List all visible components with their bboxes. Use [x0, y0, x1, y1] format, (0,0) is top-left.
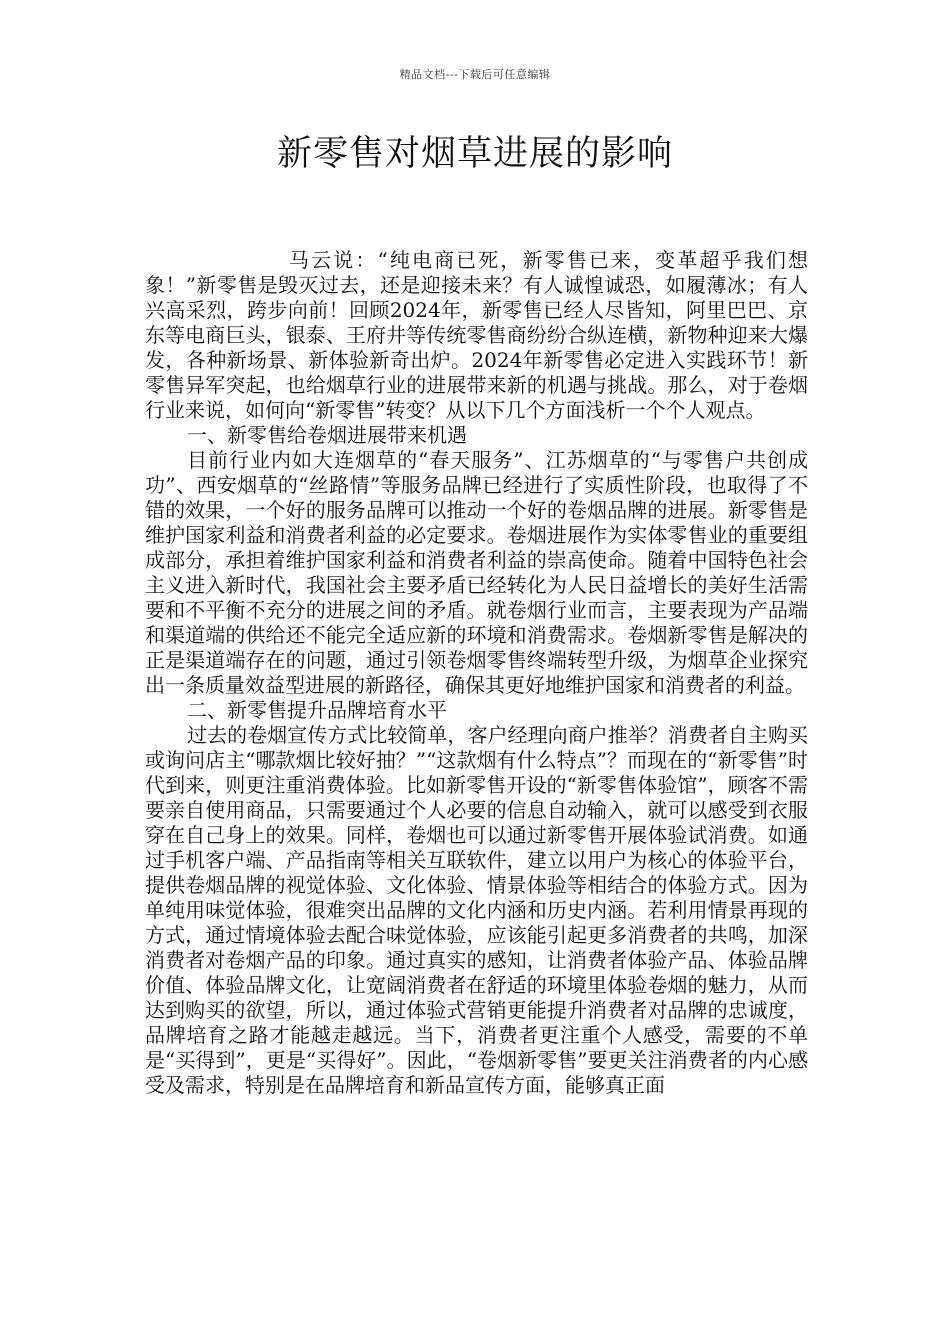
- document-body: [145, 248, 808, 1098]
- header-note: 精品文档---下载后可任意编辑: [399, 68, 551, 81]
- document-title: 新零售对烟草进展的影响: [276, 134, 673, 174]
- section-2-paragraph: 过去的卷烟宣传方式比较简单，客户经理向商户推举？消费者自主购买或询问店主“哪款烟比较好抽？”“这款烟有什么特点”？而现在的“新零售”时代到来，则更注重消费体验。比如新零售开设的“新零售体验馆”，顾客不需要亲自使用商品，只需要通过个人必要的信息自动输入，就可以感受到衣服穿在自己身上的效果。同样，卷烟也可以通过新零售开展体验试消费。如通过手机客户端、产品指南等相关互联软件，建立以用户为核心的体验平台，提供卷烟品牌的视觉体验、文化体验、情景体验等相结合的体验方式。因为单纯用味觉体验，很难突出品牌的文化内涵和历史内涵。若利用情景再现的方式，通过情境体验去配合味觉体验，应该能引起更多消费者的共鸣，加深消费者对卷烟产品的印象。通过真实的感知，让消费者体验产品、体验品牌价值、体验品牌文化，让宽阔消费者在舒适的环境里体验卷烟的魅力，从而达到购买的欲望，所以，通过体验式营销更能提升消费者对品牌的忠诚度，品牌培育之路才能越走越远。当下，消费者更注重个人感受，需要的不单是“买得到”，更是“买得好”。因此，“卷烟新零售”要更关注消费者的内心感受及需求，特别是在品牌培育和新品宣传方面，能够真正面: [145, 723, 808, 1097]
- section-heading-2: 二、新零售提升品牌培育水平: [187, 698, 447, 722]
- section-heading-1: 一、新零售给卷烟进展带来机遇: [187, 423, 467, 447]
- intro-paragraph: 马云说：“纯电商已死，新零售已来，变革超乎我们想象！”新零售是毁灭过去，还是迎接未来？有人诚惶诚恐，如履薄冰；有人兴高采烈，跨步向前！回顾2024年，新零售已经人尽皆知，阿里巴巴、京东等电商巨头，银泰、王府井等传统零售商纷纷合纵连横，新物种迎来大爆发，各种新场景、新体验新奇出炉。2024年新零售必定进入实践环节！新零售异军突起，也给烟草行业的进展带来新的机遇与挑战。那么，对于卷烟行业来说，如何向“新零售”转变？从以下几个方面浅析一个个人观点。: [145, 248, 808, 422]
- section-1-paragraph: 目前行业内如大连烟草的“春天服务”、江苏烟草的“与零售户共创成功”、西安烟草的“丝路情”等服务品牌已经进行了实质性阶段，也取得了不错的效果，一个好的服务品牌可以推动一个好的卷烟品牌的进展。新零售是维护国家利益和消费者利益的必定要求。卷烟进展作为实体零售业的重要组成部分，承担着维护国家利益和消费者利益的崇高使命。随着中国特色社会主义进入新时代，我国社会主要矛盾已经转化为人民日益增长的美好生活需要和不平衡不充分的进展之间的矛盾。就卷烟行业而言，主要表现为产品端和渠道端的供给还不能完全适应新的环境和消费需求。卷烟新零售是解决的正是渠道端存在的问题，通过引领卷烟零售终端转型升级，为烟草企业探究出一条质量效益型进展的新路径，确保其更好地维护国家和消费者的利益。: [145, 448, 808, 697]
